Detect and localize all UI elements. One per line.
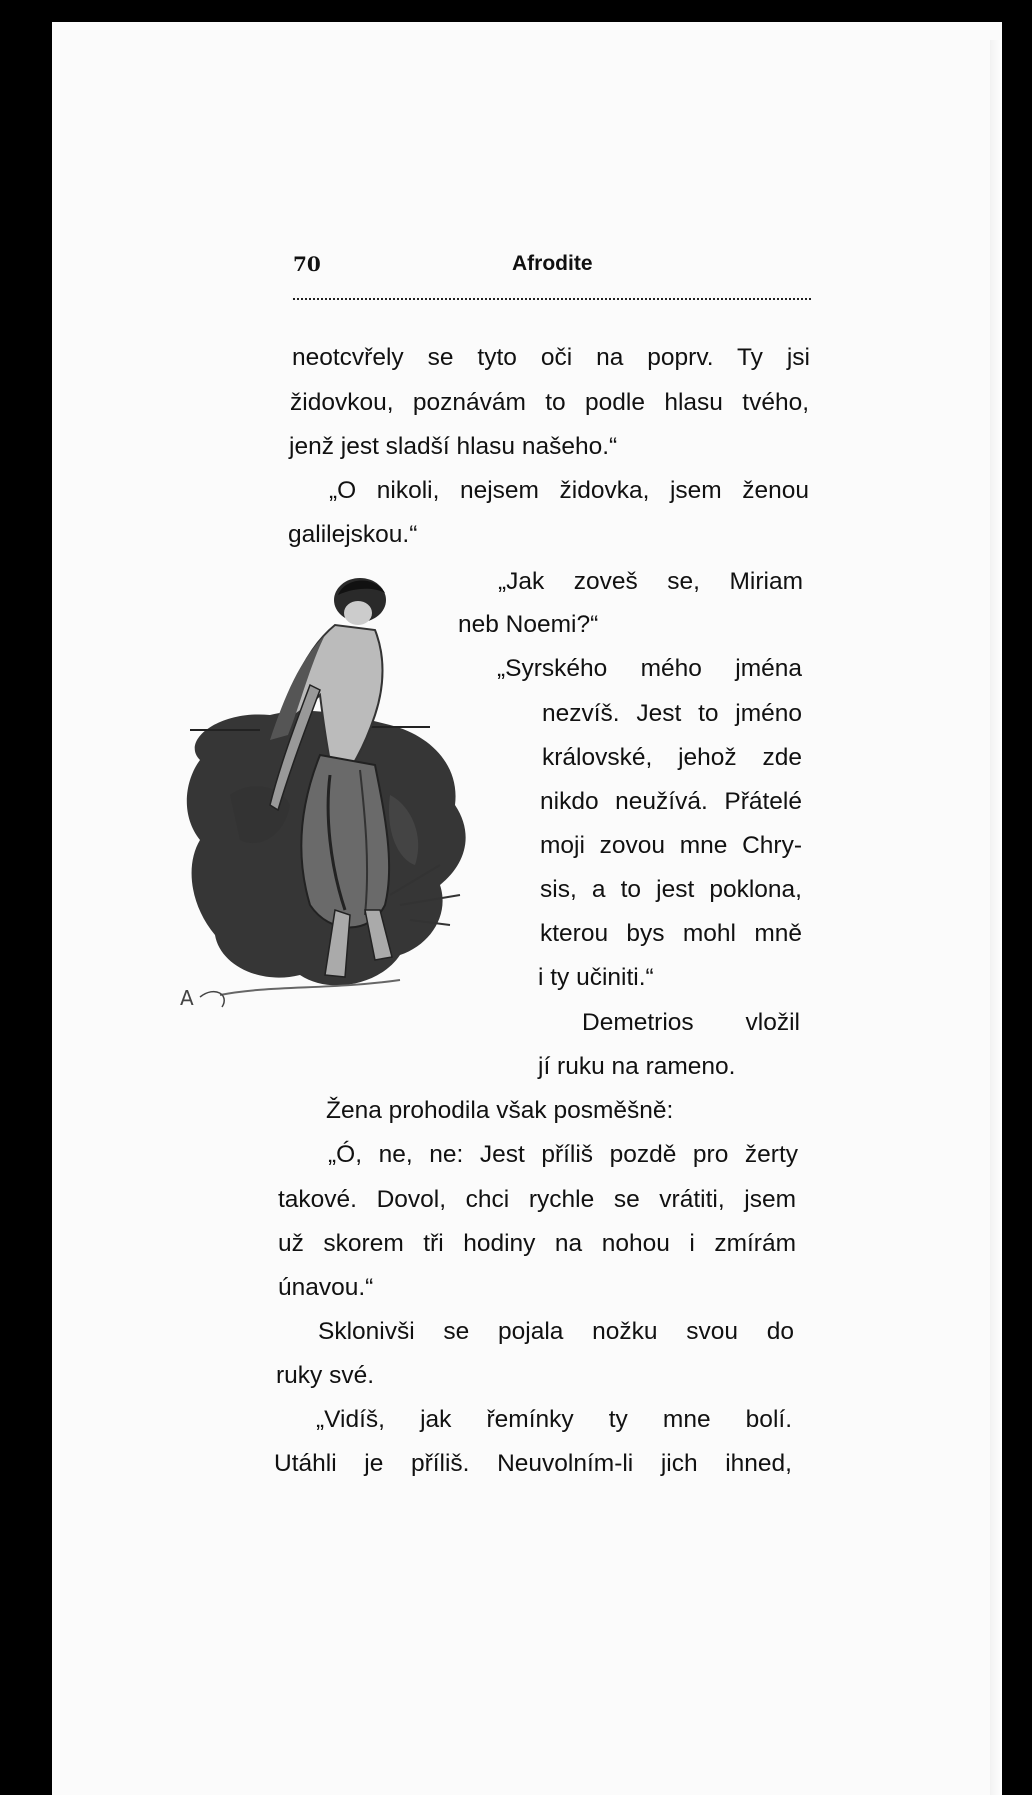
book-spine: [1002, 0, 1032, 1795]
page-edge: [990, 40, 1002, 1795]
text-line: „Ó, ne, ne: Jest příliš pozdě pro žerty: [328, 1141, 798, 1168]
text-line: „Vidíš, jak řemínky ty mne bolí.: [316, 1406, 792, 1433]
text-line: královské, jehož zde: [542, 744, 802, 771]
page-number: 70: [293, 252, 321, 276]
running-title: Afrodite: [512, 252, 593, 275]
illustration-signature: A: [180, 986, 194, 1010]
text-line: neotcvřely se tyto oči na poprv. Ty jsi: [292, 344, 810, 371]
text-line: i ty učiniti.“: [538, 964, 654, 991]
text-line: jenž jest sladší hlasu našeho.“: [289, 433, 618, 460]
text-line: jí ruku na rameno.: [538, 1053, 736, 1080]
text-line: „Jak zoveš se, Miriam: [498, 568, 803, 595]
text-line: už skorem tři hodiny na nohou i zmírám: [278, 1230, 796, 1257]
text-line: galilejskou.“: [288, 521, 418, 548]
text-line: moji zovou mne Chry-: [540, 832, 802, 859]
text-line: Žena prohodila však posměšně:: [326, 1097, 674, 1124]
text-line: Sklonivši se pojala nožku svou do: [318, 1318, 794, 1345]
text-line: únavou.“: [278, 1274, 374, 1301]
text-line: nezvíš. Jest to jméno: [542, 700, 802, 727]
text-line: sis, a to jest poklona,: [540, 876, 802, 903]
text-line: nikdo neužívá. Přátelé: [540, 788, 802, 815]
text-line: Utáhli je příliš. Neuvolním-li jich ihned,: [274, 1450, 792, 1477]
text-line: Demetrios vložil: [582, 1009, 800, 1036]
text-line: „O nikoli, nejsem židovka, jsem ženou: [329, 477, 809, 504]
text-line: „Syrského mého jména: [497, 655, 802, 682]
text-line: židovkou, poznávám to podle hlasu tvého,: [290, 389, 809, 416]
text-line: ruky své.: [276, 1362, 375, 1389]
header-rule: [293, 298, 811, 300]
text-line: takové. Dovol, chci rychle se vrátiti, jsem: [278, 1186, 796, 1213]
text-line: neb Noemi?“: [458, 611, 599, 638]
text-line: kterou bys mohl mně: [540, 920, 802, 947]
